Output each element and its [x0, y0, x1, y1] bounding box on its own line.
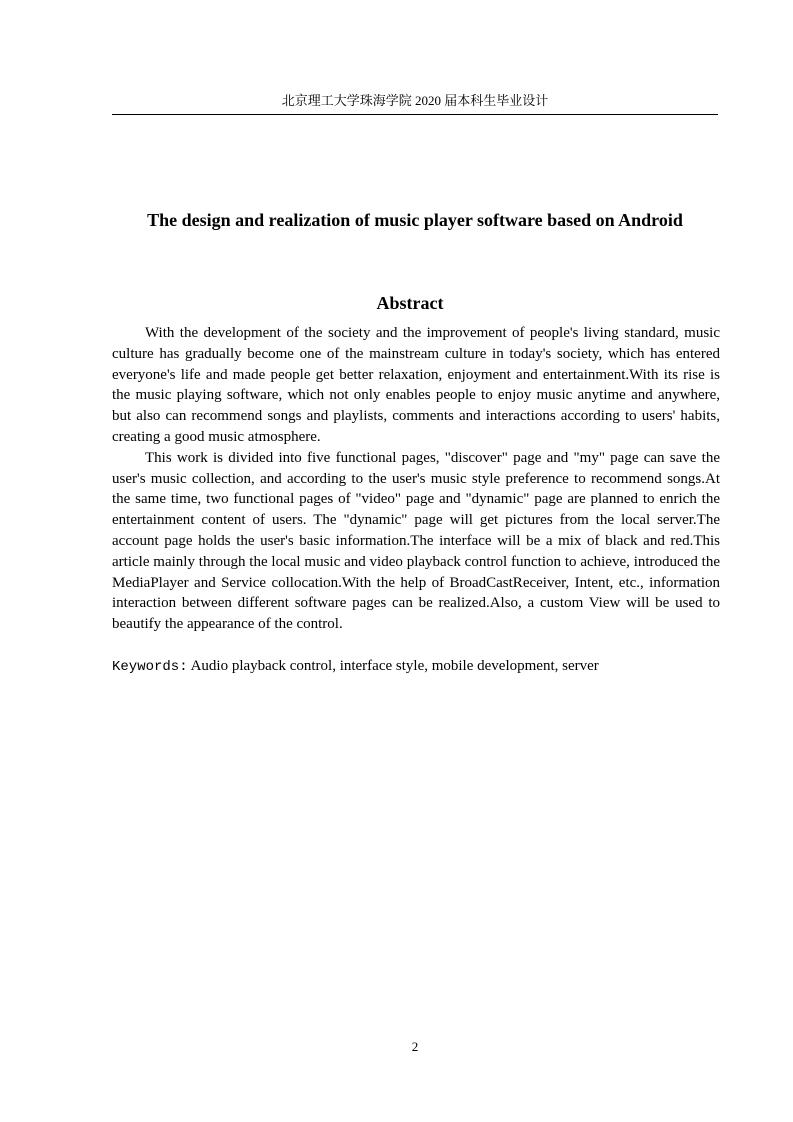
page-header: 北京理工大学珠海学院 2020 届本科生毕业设计: [281, 93, 549, 108]
abstract-heading: Abstract: [376, 293, 444, 313]
abstract-paragraph-2: This work is divided into five functional pages, "discover" page and "my" page can save the user's music collection, and according to the user's music style preference to recommend songs.At the same time, two functional pages of "video" page and "dynamic" page are planned to enrich the entertainment content of users. The "dynamic" page will get pictures from the local server.The account page holds the user's basic information.The interface will be a mix of black and red.This article mainly through the local music and video playback control function to achieve, introduced the MediaPlayer and Service collocation.With the help of BroadCastReceiver, Intent, etc., information interaction between different software pages can be realized.Also, a custom View will be used to beautify the appearance of the control.: [112, 449, 720, 633]
abstract-body: [112, 323, 720, 635]
abstract-paragraph-1: With the development of the society and the improvement of people's living standard, music culture has gradually become one of the mainstream culture in today's society, which has entered everyone's life and made people get better relaxation, enjoyment and entertainment.With its rise is the music playing software, which not only enables people to enjoy music anytime and anywhere, but also can recommend songs and playlists, comments and interactions according to users' habits, creating a good music atmosphere.: [112, 325, 720, 445]
keywords-label: Keywords:: [112, 659, 188, 675]
keywords-line: [112, 656, 718, 678]
page-number: 2: [411, 1039, 419, 1054]
paper-title: The design and realization of music player software based on Android: [147, 210, 683, 230]
header-rule: [112, 114, 718, 115]
keywords-text: Audio playback control, interface style, mobile development, server: [190, 658, 599, 674]
